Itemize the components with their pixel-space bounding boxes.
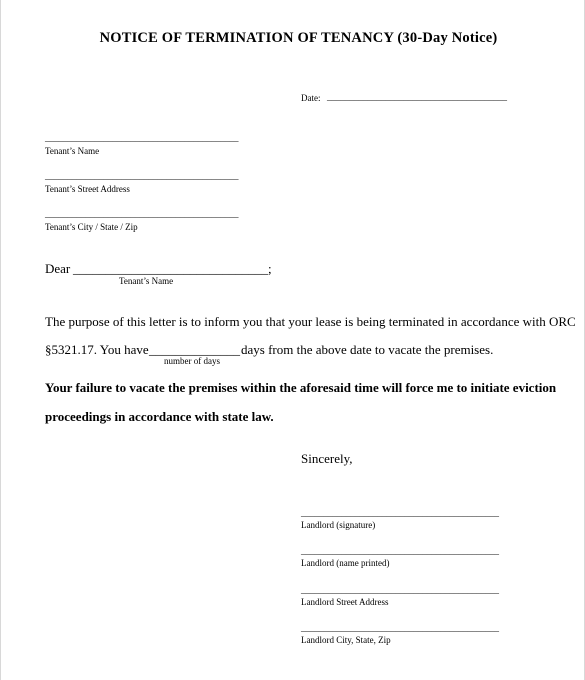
tenant-street-label: Tenant’s Street Address — [45, 184, 130, 194]
date-label: Date: — [301, 93, 321, 103]
salutation-name-label: Tenant’s Name — [119, 276, 174, 286]
tenant-street-line: ___________________________________________ — [45, 171, 239, 181]
landlord-name-label: Landlord (name printed) — [301, 558, 390, 568]
document-title: NOTICE OF TERMINATION OF TENANCY (30-Day Notice) — [99, 30, 498, 46]
paragraph-line-2a: §5321.17. You have — [45, 342, 149, 357]
tenant-city-line: ___________________________________________ — [45, 209, 239, 219]
landlord-street-label: Landlord Street Address — [301, 597, 389, 607]
salutation-name-line: ______________________________; — [73, 261, 272, 276]
tenant-name-line: ___________________________________________ — [45, 133, 239, 143]
warning-line-1: Your failure to vacate the premises within the aforesaid time will force me to initiate eviction — [45, 380, 557, 395]
paragraph-line-1: The purpose of this letter is to inform you that your lease is being terminated in accordance with ORC — [45, 314, 576, 329]
paragraph-line-2b: days from the above date to vacate the premises. — [241, 342, 494, 357]
landlord-name-line: ____________________________________________ — [301, 546, 499, 556]
days-label: number of days — [164, 356, 220, 366]
warning-line-2: proceedings in accordance with state law. — [45, 409, 274, 424]
closing-sincerely: Sincerely, — [301, 451, 353, 466]
landlord-signature-line: ____________________________________________ — [301, 508, 499, 518]
salutation-dear: Dear — [45, 261, 71, 276]
date-line: ________________________________________ — [327, 92, 507, 102]
days-blank-line: ______________ — [149, 342, 240, 357]
tenant-name-label: Tenant’s Name — [45, 146, 100, 156]
landlord-street-line: ____________________________________________ — [301, 585, 499, 595]
landlord-city-line: ____________________________________________ — [301, 623, 499, 633]
landlord-city-label: Landlord City, State, Zip — [301, 635, 391, 645]
tenant-city-label: Tenant’s City / State / Zip — [45, 222, 138, 232]
landlord-signature-label: Landlord (signature) — [301, 520, 376, 530]
